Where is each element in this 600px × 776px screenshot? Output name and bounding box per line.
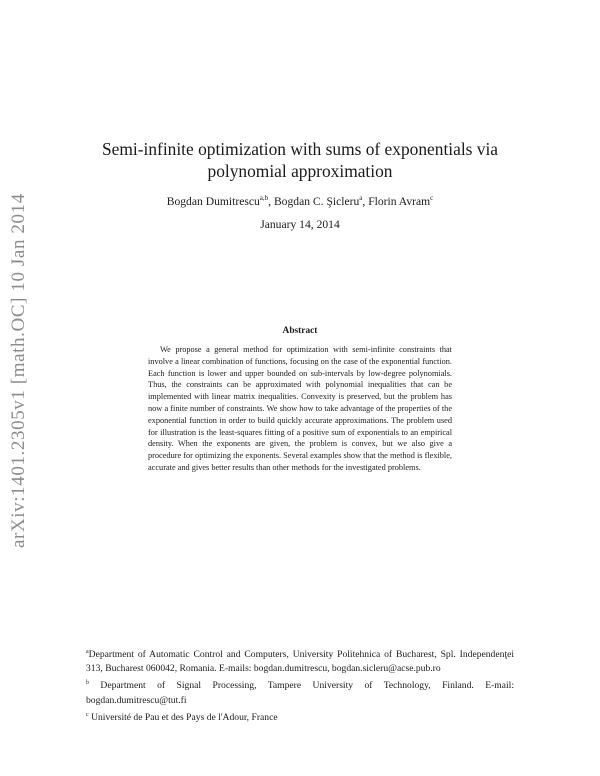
author-name: Florin Avram xyxy=(368,194,431,208)
author-name: Bogdan Dumitrescu xyxy=(166,194,260,208)
footnote-mark: a xyxy=(86,649,89,655)
affiliation-footnotes xyxy=(86,645,514,725)
footnote-mark: b xyxy=(86,680,89,687)
footnote-text: Université de Pau et des Pays de l'Adour, France xyxy=(88,711,278,723)
author-separator: , xyxy=(362,194,369,208)
arxiv-identifier-stamp: arXiv:1401.2305v1 [math.OC] 10 Jan 2014 xyxy=(8,193,29,548)
publication-date: January 14, 2014 xyxy=(260,218,340,231)
abstract-heading: Abstract xyxy=(282,326,318,336)
footnote-text: Department of Signal Processing, Tampere University of Technology, Finland. E-mail: bogdan.dumitrescu@tut.fi xyxy=(86,680,514,706)
author-affiliation-mark: a,b xyxy=(259,194,269,202)
author-separator: , xyxy=(268,194,274,208)
abstract-text: We propose a general method for optimization with semi-infinite constraints that involve a linear combination of functions, focusing on the case of the exponential function. Each function is lower and upper bounded on sub-intervals by low-degree polynomials. Thus, the constraints can be approximated with polynomial inequalities that can be implemented with linear matrix inequalities. Convexity is preserved, but the problem has now a finite number of constraints. We show how to take advantage of the properties of the exponential function in order to build quickly accurate approximations. The problem used for illustration is the least-squares fitting of a positive sum of exponentials to an empirical density. When the exponents are given, the problem is convex, but we also give a procedure for optimizing the exponents. Several examples show that the method is flexible, accurate and gives better results than other methods for the investigated problems. xyxy=(148,345,452,472)
footnote xyxy=(86,676,514,707)
paper-title: Semi-infinite optimization with sums of exponentials via polynomial approximation xyxy=(101,139,499,181)
author-name: Bogdan C. Şicleru xyxy=(273,194,360,208)
footnote-mark: c xyxy=(86,711,89,718)
author-affiliation-mark: c xyxy=(430,194,434,202)
footnote xyxy=(86,708,514,725)
footnote-text: Department of Automatic Control and Computers, University Politehnica of Bucharest, Spl. Independenţei 313, Bucharest 060042, Romania. E-mails: bogdan.dumitrescu, bogdan.sicleru@acse.pub.ro xyxy=(86,649,514,675)
footnote xyxy=(86,645,514,676)
author-list xyxy=(70,194,530,208)
author-affiliation-mark: a xyxy=(359,194,363,202)
